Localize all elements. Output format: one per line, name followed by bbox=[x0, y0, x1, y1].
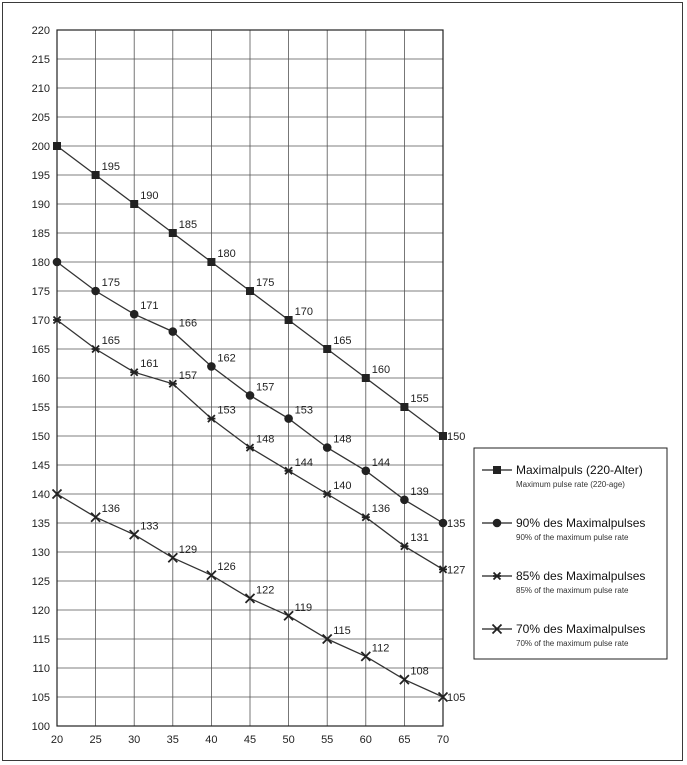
data-point bbox=[207, 258, 215, 266]
y-tick-label: 120 bbox=[31, 605, 50, 617]
data-point bbox=[362, 467, 371, 476]
data-label: 170 bbox=[294, 306, 313, 318]
data-label: 190 bbox=[140, 190, 159, 202]
data-label: 175 bbox=[256, 277, 275, 289]
data-label: 129 bbox=[178, 543, 198, 556]
data-point bbox=[130, 200, 138, 208]
data-label: 153 bbox=[217, 404, 236, 417]
data-label: 150 bbox=[447, 431, 466, 443]
y-tick-label: 105 bbox=[31, 692, 50, 704]
data-label: 175 bbox=[101, 277, 120, 289]
data-label: 148 bbox=[333, 433, 352, 446]
data-label: 108 bbox=[410, 665, 429, 678]
legend-sublabel: Maximum pulse rate (220-age) bbox=[516, 480, 625, 489]
data-label: 165 bbox=[101, 335, 120, 347]
data-label: 122 bbox=[256, 584, 275, 597]
y-tick-label: 215 bbox=[31, 54, 50, 66]
data-label: 139 bbox=[410, 485, 429, 498]
data-label: 140 bbox=[333, 480, 352, 492]
data-label: 180 bbox=[217, 248, 236, 260]
y-tick-label: 220 bbox=[31, 25, 50, 37]
data-label: 119 bbox=[294, 601, 313, 614]
y-tick-label: 100 bbox=[31, 721, 50, 733]
data-label: 112 bbox=[371, 642, 390, 655]
legend-marker bbox=[493, 466, 501, 474]
data-point bbox=[207, 362, 216, 371]
y-tick-label: 190 bbox=[31, 199, 50, 211]
data-label: 161 bbox=[140, 358, 159, 371]
legend-sublabel: 90% of the maximum pulse rate bbox=[516, 533, 629, 542]
legend-sublabel: 85% of the maximum pulse rate bbox=[516, 586, 629, 595]
x-tick-label: 50 bbox=[282, 734, 295, 746]
data-label: 126 bbox=[217, 561, 236, 574]
x-tick-label: 70 bbox=[436, 734, 450, 746]
data-label: 133 bbox=[140, 520, 159, 533]
y-tick-label: 160 bbox=[31, 373, 50, 385]
data-label: 144 bbox=[294, 456, 313, 469]
legend-label: Maximalpuls (220-Alter) bbox=[516, 463, 643, 477]
y-tick-label: 170 bbox=[31, 315, 50, 327]
legend-label: 70% des Maximalpulses bbox=[516, 622, 646, 636]
data-label: 160 bbox=[371, 364, 391, 376]
data-point bbox=[91, 287, 100, 296]
y-tick-label: 125 bbox=[31, 576, 50, 588]
data-point bbox=[53, 142, 61, 150]
data-label: 135 bbox=[447, 518, 466, 530]
data-label: 144 bbox=[371, 456, 391, 469]
data-point bbox=[130, 310, 139, 319]
y-tick-label: 130 bbox=[31, 547, 50, 559]
y-tick-label: 200 bbox=[31, 141, 50, 153]
y-tick-label: 180 bbox=[31, 257, 50, 269]
y-tick-label: 205 bbox=[31, 112, 50, 124]
legend-label: 85% des Maximalpulses bbox=[516, 569, 646, 583]
data-point bbox=[169, 327, 178, 336]
data-point bbox=[400, 403, 408, 411]
data-point bbox=[246, 287, 254, 295]
y-tick-label: 135 bbox=[31, 518, 50, 530]
data-point bbox=[439, 432, 447, 440]
legend-sublabel: 70% of the maximum pulse rate bbox=[516, 639, 629, 648]
y-tick-label: 150 bbox=[31, 431, 50, 443]
y-tick-label: 110 bbox=[32, 663, 50, 675]
data-point bbox=[285, 316, 293, 324]
data-label: 171 bbox=[140, 300, 159, 313]
data-point bbox=[439, 519, 448, 528]
data-label: 155 bbox=[410, 393, 429, 405]
data-point bbox=[362, 374, 370, 382]
data-point bbox=[400, 496, 409, 505]
data-label: 166 bbox=[178, 317, 198, 330]
data-label: 153 bbox=[294, 404, 313, 417]
y-tick-label: 175 bbox=[31, 286, 50, 298]
data-point bbox=[92, 171, 100, 179]
y-tick-label: 210 bbox=[31, 83, 50, 95]
x-tick-label: 25 bbox=[89, 734, 102, 746]
data-point bbox=[323, 345, 331, 353]
data-label: 127 bbox=[447, 564, 466, 577]
data-label: 131 bbox=[410, 532, 429, 545]
x-tick-label: 20 bbox=[50, 734, 64, 746]
data-point bbox=[169, 229, 177, 237]
x-tick-label: 45 bbox=[243, 734, 257, 746]
y-tick-label: 195 bbox=[31, 170, 50, 182]
data-label: 115 bbox=[333, 625, 351, 637]
y-tick-label: 185 bbox=[31, 228, 50, 240]
y-tick-label: 140 bbox=[31, 489, 50, 501]
y-tick-label: 155 bbox=[31, 402, 50, 414]
x-tick-label: 65 bbox=[398, 734, 411, 746]
x-tick-label: 35 bbox=[166, 734, 179, 746]
data-point bbox=[323, 443, 332, 452]
data-label: 157 bbox=[256, 381, 275, 394]
x-tick-label: 30 bbox=[128, 734, 141, 746]
data-label: 185 bbox=[178, 219, 198, 231]
legend-marker bbox=[493, 519, 502, 528]
legend-label: 90% des Maximalpulses bbox=[516, 516, 646, 530]
data-label: 136 bbox=[101, 503, 120, 516]
data-label: 162 bbox=[217, 352, 236, 365]
data-label: 157 bbox=[178, 369, 198, 382]
x-tick-label: 40 bbox=[205, 734, 218, 746]
y-tick-label: 115 bbox=[32, 634, 50, 646]
data-point bbox=[284, 414, 293, 423]
data-label: 148 bbox=[256, 433, 275, 446]
y-tick-label: 165 bbox=[31, 344, 50, 356]
data-label: 136 bbox=[371, 503, 391, 516]
x-tick-label: 55 bbox=[321, 734, 334, 746]
y-tick-label: 145 bbox=[31, 460, 50, 472]
data-point bbox=[53, 258, 62, 267]
data-point bbox=[246, 391, 255, 400]
x-tick-label: 60 bbox=[359, 734, 372, 746]
data-label: 105 bbox=[447, 692, 466, 704]
data-label: 165 bbox=[333, 335, 352, 347]
data-label: 195 bbox=[101, 161, 120, 173]
